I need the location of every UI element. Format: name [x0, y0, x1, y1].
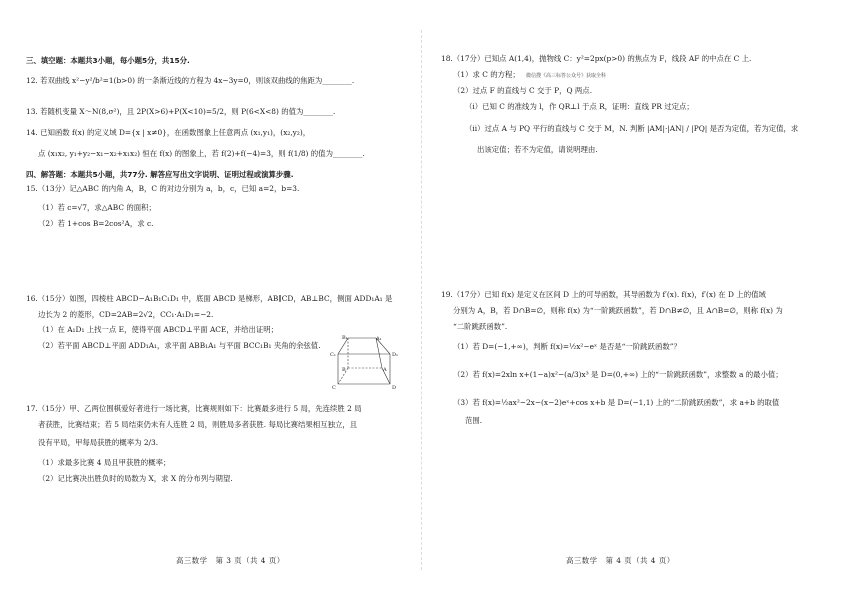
question-18-part-2-ii: （ii）过点 A 与 PQ 平行的直线与 C 交于 M，N. 判断 |AM|·|AN| / |PQ| 是否为定值，若为定值，求 — [465, 124, 799, 133]
question-18-part-2-ii-cont: 出该定值；若不为定值，请说明理由. — [477, 145, 598, 154]
question-16-part-1: （1）在 A₁D₁ 上找一点 E，使得平面 ABCD⊥平面 ACE，并给出证明； — [38, 325, 279, 334]
question-12: 12. 若双曲线 x²−y²/b²=1(b>0) 的一条渐近线的方程为 4x−3y=0，则该双曲线的焦距为________. — [26, 76, 355, 85]
figure-label-d: D — [392, 385, 397, 391]
figure-label-c1: C₁ — [330, 352, 336, 358]
question-16-part-2: （2）若平面 ABCD⊥平面 ADD₁A₁，求平面 ABB₁A₁ 与平面 BCC₁B₁ 夹角的余弦值. — [38, 341, 321, 350]
section-3-title: 三、填空题：本题共3小题，每小题5分，共15分. — [26, 56, 190, 65]
question-19-part-3: （3）若 f(x)=½ax²−2x−(x−2)eˣ+cos x+b 是 D=(−1,1) 上的“二阶跳跃函数”，求 a+b 的取值 — [453, 398, 780, 407]
question-18-line-1: 18.（17分）已知点 A(1,4)，抛物线 C：y²=2px(p>0) 的焦点为 F，线段 AF 的中点在 C 上. — [441, 54, 752, 63]
figure-label-a: A — [383, 367, 387, 373]
page-footer-3: 高三数学 第 3 页（共 4 页） — [176, 556, 285, 565]
watermark-note: 微信搜《高三标答公众号》获取全科 — [526, 73, 607, 79]
prism-figure — [326, 334, 406, 392]
right-page — [421, 0, 842, 596]
question-13: 13. 若随机变量 X～N(8,σ²)，且 2P(X>6)+P(X<10)=5/2，则 P(6<X<8) 的值为________. — [26, 107, 336, 116]
question-19-line-3: “二阶跳跃函数”. — [453, 322, 508, 331]
question-17-line-1: 17.（15分）甲、乙两位围棋爱好者进行一场比赛，比赛规则如下：比赛最多进行 5 局，先连续胜 2 局 — [26, 404, 362, 413]
figure-label-a1: A₁ — [376, 336, 382, 342]
question-18-part-1: （1）求 C 的方程； — [453, 70, 520, 79]
question-15-line-1: 15.（13分）记△ABC 的内角 A，B，C 的对边分别为 a，b，c，已知 a=2，b=3. — [26, 184, 300, 193]
question-15-part-1: （1）若 c=√7，求△ABC 的面积； — [38, 203, 156, 212]
question-14-line-2: 点 (x₁x₂, y₁+y₂−x₁−x₂+x₁x₂) 恒在 f(x) 的图象上，若 f(2)+f(−4)=3，则 f(1/8) 的值为________. — [38, 149, 365, 158]
question-15-part-2: （2）若 1+cos B=2cos²A，求 c. — [38, 219, 154, 228]
question-17-line-2: 者获胜，比赛结束；若 5 局结束仍未有人连胜 2 局，则胜局多者获胜. 每局比赛结果相互独立，且 — [38, 420, 358, 429]
question-18-part-2: （2）过点 F 的直线与 C 交于 P，Q 两点. — [453, 86, 593, 95]
question-19-line-1: 19.（17分）已知 f(x) 是定义在区间 D 上的可导函数，其导函数为 f′(x). f(x)，f′(x) 在 D 上的值域 — [441, 290, 766, 299]
question-16-line-1: 16.（15分）如图，四棱柱 ABCD−A₁B₁C₁D₁ 中，底面 ABCD 是梯形，AB∥CD，AB⊥BC，侧面 ADD₁A₁ 是 — [26, 294, 393, 303]
figure-label-c: C — [332, 385, 336, 391]
question-19-part-2: （2）若 f(x)=2xln x+(1−a)x²−(a/3)x³ 是 D=(0,+∞) 上的“一阶跳跃函数”，求整数 a 的最小值； — [453, 370, 783, 379]
figure-label-d1: D₁ — [392, 352, 399, 358]
figure-label-b1: B₁ — [342, 335, 348, 341]
question-14-line-1: 14. 已知函数 f(x) 的定义域 D={x | x≠0}，在函数图象上任意两点 (x₁,y₁)，(x₂,y₂)， — [26, 128, 311, 137]
question-16-line-2: 边长为 2 的菱形，CD=2AB=2√2，CC₁·A₁D₁=−2. — [38, 310, 214, 319]
question-17-line-3: 没有平局，甲每局获胜的概率为 2/3. — [38, 438, 159, 447]
page-footer-4: 高三数学 第 4 页（共 4 页） — [566, 556, 675, 565]
question-19-part-1: （1）若 D=(−1,+∞)，判断 f(x)=½x²−eˣ 是否是“一阶跳跃函数”？ — [453, 342, 681, 351]
section-4-title: 四、解答题：本题共5小题，共77分. 解答应写出文字说明、证明过程或演算步骤. — [26, 170, 294, 179]
question-17-part-1: （1）求最多比赛 4 局且甲获胜的概率； — [38, 458, 171, 467]
question-17-part-2: （2）记比赛决出胜负时的局数为 X，求 X 的分布列与期望. — [38, 474, 233, 483]
figure-label-b: B — [342, 367, 346, 373]
question-19-line-2: 分别为 A，B，若 D∩B=∅，则称 f(x) 为“一阶跳跃函数”，若 D∩B≠∅，且 A∩B=∅，则称 f(x) 为 — [453, 306, 783, 315]
question-19-part-3-cont: 范围. — [465, 416, 483, 425]
question-18-part-2-i: （i）已知 C 的准线为 l，作 QR⊥l 于点 R，证明：直线 PR 过定点； — [465, 102, 694, 111]
